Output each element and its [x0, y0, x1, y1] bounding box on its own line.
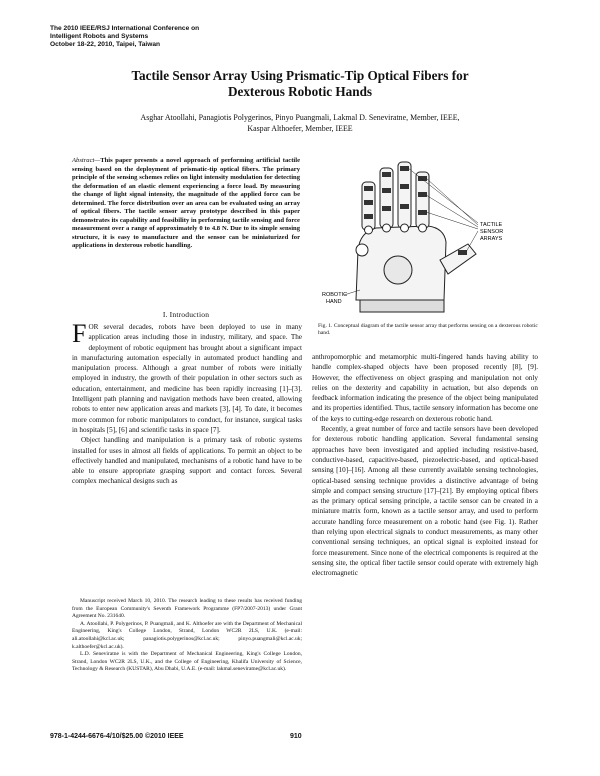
footnote-affiliation-2: L.D. Seneviratne is with the Department of Mechanical Engineering, King's College London, Strand, London WC2R 2LS, U.K., and the College of Engineering, Khalifa University of Science, Technology & Research (KUSTAR), Abu Dhabi, U.A.E. (e-mail: lakmal.seneviratne@kcl.ac.uk). — [72, 651, 302, 673]
authors-line-2: Kaspar Althoefer, Member, IEEE — [247, 124, 353, 133]
footer-isbn: 978-1-4244-6676-4/10/$25.00 ©2010 IEEE — [50, 733, 184, 740]
footnote-funding: Manuscript received March 10, 2010. The research leading to these results has received funding from the European Community's Seventh Framework Programme (FP7/2007-2013) under Grant Agreement No. 231640. — [72, 598, 302, 620]
label-tactile-2: SENSOR — [480, 229, 504, 235]
conference-line-3: October 18-22, 2010, Taipei, Taiwan — [50, 41, 161, 48]
label-tactile-3: ARRAYS — [480, 236, 503, 242]
label-robotic-2: HAND — [326, 299, 342, 305]
conference-line-1: The 2010 IEEE/RSJ International Conference on — [50, 25, 200, 32]
intro-paragraph-1 — [72, 319, 302, 435]
abstract — [72, 157, 300, 251]
paper-title — [60, 68, 540, 100]
abstract-label: Abstract— — [72, 157, 101, 164]
robotic-hand-diagram — [318, 150, 518, 320]
section-heading-introduction: I. Introduction — [162, 310, 210, 319]
right-column-body — [312, 352, 538, 579]
author-list — [60, 112, 540, 134]
robotic-hand-drawing — [356, 162, 476, 312]
title-line-1: Tactile Sensor Array Using Prismatic-Tip Optical Fibers for — [131, 68, 469, 83]
conference-line-2: Intelligent Robots and Systems — [50, 33, 149, 40]
right-paragraph-1: anthropomorphic and metamorphic multi-fingered hands having ability to handle complex-shaped objects have been proposed recently [8], [9]. However, the effectiveness on object grasping and manipulation not only relies on the dexterity and capability in actuation, but also depends on feedback information indicating the presence of the object being manipulated and its properties identified. Thus, tactile sensory information has become one of the keys to cutting-edge research on dexterous robotic hand. — [312, 353, 538, 423]
drop-cap: F — [72, 319, 87, 348]
intro-paragraph-1-text: OR several decades, robots have been deployed to use in many application areas including those in industry, military, and space. The deployment of robotic equipment has brought about a significant impact in manufacturing automation especially in automated product handling and manipulation process. Although a great number of robots were initially employed in industry, the growth of their population in other sectors such as education, entertainment, and medicine has been rapidly increasing [1]–[3]. Intelligent path planning and navigation methods have been created, allowing robots to enter new application areas and markets [3], [4]. To date, it becomes more common for robotic manipulators to conduct, for instance, surgical tasks in hospitals [5], [6] and scientific tasks in space [7]. — [72, 323, 302, 434]
left-column-body — [72, 319, 302, 487]
figure-caption: Fig. 1. Conceptual diagram of the tactile sensor array that performs sensing on a dexterous robotic hand. — [318, 323, 538, 337]
authors-line-1: Asghar Atoollahi, Panagiotis Polygerinos, Pinyo Puangmali, Lakmal D. Seneviratne, Member, IEEE, — [140, 113, 460, 122]
footnotes — [72, 598, 302, 674]
abstract-text: This paper presents a novel approach of performing artificial tactile sensing based on the deployment of prismatic-tip optical fibers. The primary principle of the sensing schemes relies on light intensity modulation for detecting the deformation of an elastic element experiencing a force load. By measuring the change of light signal intensity, the magnitude of the applied force can be determined. The force distribution over an area can be evaluated using an array of optical fibers. The tactile sensor array prototype described in this paper demonstrates its capability and feasibility in performing tactile sensing and force measurement over a range of approximately 0 to 4.8 N. Due to its simple sensing structure, it is easy to manufacture and the sensor can be miniaturized for applications in dexterous robotic handling. — [72, 157, 300, 249]
label-robotic-1: ROBOTIC — [322, 292, 348, 298]
footnote-affiliation-1: A. Atoollahi, P. Polygerinos, P. Puangmali, and K. Althoefer are with the Department of Mechanical Engineering, King's College London, Strand, London WC2R 2LS, U.K. (e-mail: ali.atoollahi@kcl.ac.uk; panagiotis.polygerinos@kcl.ac.uk; pinyo.puangmali@kcl.ac.uk; k.althoefer@kcl.ac.uk). — [72, 620, 302, 650]
right-paragraph-2: Recently, a great number of force and tactile sensors have been developed for dexterous robotic handling application. Several fundamental sensing approaches have been investigated and applied including resistive-based, conductive-based, capacitive-based, piezoelectric-based, and optical-based sensing [10]–[16]. Among all these currently available sensing technologies, optical-based sensing technique provides a distinctive advantage of being simple and compact sensing structure [17]–[21]. By employing optical fibers as the primary optical sensing principle, a tactile sensor can be created in a miniature matrix form, known as a tactile sensor array, and used to perform accurate handling force measurement on a robotic hand (see Fig. 1). Rather than relying upon electrical signals to conduct measurements, as many other conventional sensing techniques, an optical signal is exploited instead for force measurement. Since none of the electrical components is required at the sensing site, the optical fiber tactile sensor could operate with extremely high electromagnetic — [312, 425, 538, 578]
label-tactile-1: TACTILE — [480, 222, 503, 228]
page-number: 910 — [290, 733, 302, 740]
conference-header — [50, 25, 270, 49]
intro-paragraph-2: Object handling and manipulation is a primary task of robotic systems installed for uses in almost all fields of applications. To permit an object to be effectively handled and manipulated, mechanisms of a robotic hand have to be able to ensure appropriate grasping support and contact forces. Several complex mechanical designs such as — [72, 436, 302, 486]
title-line-2: Dexterous Robotic Hands — [227, 84, 373, 99]
figure-1 — [318, 150, 518, 320]
